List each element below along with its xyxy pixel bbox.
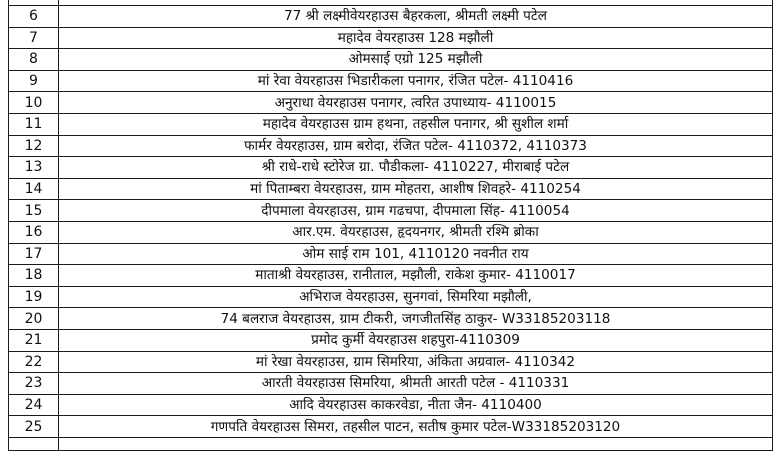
table-row	[9, 200, 773, 222]
table-row	[9, 221, 773, 243]
row-text: मां पिताम्बरा वेयरहाउस, ग्राम मोहतरा, आशीष शिवहरे- 4110254	[59, 178, 773, 200]
row-text: आरती वेयरहाउस सिमरिया, श्रीमती आरती पटेल - 4110331	[59, 373, 773, 395]
row-number: 13	[9, 157, 59, 179]
row-text: अभिराज वेयरहाउस, सुनगवां, सिमरिया मझौली,	[59, 286, 773, 308]
table-row	[9, 135, 773, 157]
table-row	[9, 394, 773, 416]
row-number: 15	[9, 200, 59, 222]
row-text: महादेव वेयरहाउस 128 मझौली	[59, 27, 773, 49]
row-number	[9, 437, 59, 450]
table-row	[9, 329, 773, 351]
row-text: फार्मर वेयरहाउस, ग्राम बरोदा, रंजित पटेल- 4110372, 4110373	[59, 135, 773, 157]
row-number: 24	[9, 394, 59, 416]
row-text: श्री राधे-राधे स्टोरेज ग्रा. पौडीकला- 4110227, मीराबाई पटेल	[59, 157, 773, 179]
table-row	[9, 113, 773, 135]
row-number: 23	[9, 373, 59, 395]
row-text: मां रेखा वेयरहाउस, ग्राम सिमरिया, अंकिता अग्रवाल- 4110342	[59, 351, 773, 373]
row-text: आदि वेयरहाउस काकरवेडा, नीता जैन- 4110400	[59, 394, 773, 416]
table-row	[9, 92, 773, 114]
row-number: 12	[9, 135, 59, 157]
table-row	[9, 49, 773, 71]
table-row	[9, 373, 773, 395]
table-row	[9, 286, 773, 308]
warehouse-table	[8, 0, 773, 451]
row-number: 20	[9, 308, 59, 330]
table-row	[9, 308, 773, 330]
row-number: 19	[9, 286, 59, 308]
row-number: 17	[9, 243, 59, 265]
table-row-partial-bottom	[9, 437, 773, 450]
row-number: 6	[9, 6, 59, 28]
row-text: गणपति वेयरहाउस सिमरा, तहसील पाटन, सतीष कुमार पटेल-W33185203120	[59, 416, 773, 438]
row-text: दीपमाला वेयरहाउस, ग्राम गढचपा, दीपमाला सिंह- 4110054	[59, 200, 773, 222]
table-row	[9, 416, 773, 438]
row-text: प्रमोद कुर्मी वेयरहाउस शहपुरा-4110309	[59, 329, 773, 351]
row-number: 18	[9, 265, 59, 287]
table-row	[9, 178, 773, 200]
row-text: ओमसाई एग्रो 125 मझौली	[59, 49, 773, 71]
row-text	[59, 437, 773, 450]
row-text: अनुराधा वेयरहाउस पनागर, त्वरित उपाध्याय- 4110015	[59, 92, 773, 114]
table-row	[9, 70, 773, 92]
table-row	[9, 6, 773, 28]
row-text: मां रेवा वेयरहाउस भिडारीकला पनागर, रंजित पटेल- 4110416	[59, 70, 773, 92]
row-text: 77 श्री लक्ष्मीवेयरहाउस बैहरकला, श्रीमती लक्ष्मी पटेल	[59, 6, 773, 28]
row-number: 10	[9, 92, 59, 114]
row-number: 14	[9, 178, 59, 200]
row-text: माताश्री वेयरहाउस, रानीताल, मझौली, राकेश कुमार- 4110017	[59, 265, 773, 287]
table-row	[9, 351, 773, 373]
row-number: 22	[9, 351, 59, 373]
table-row	[9, 27, 773, 49]
table-row	[9, 243, 773, 265]
row-number: 21	[9, 329, 59, 351]
row-text: महादेव वेयरहाउस ग्राम हथना, तहसील पनागर, श्री सुशील शर्मा	[59, 113, 773, 135]
row-text: आर.एम. वेयरहाउस, हृदयनगर, श्रीमती रश्मि ब्रोका	[59, 221, 773, 243]
table-row	[9, 265, 773, 287]
row-number: 25	[9, 416, 59, 438]
row-text: 74 बलराज वेयरहाउस, ग्राम टीकरी, जगजीतसिंह ठाकुर- W33185203118	[59, 308, 773, 330]
row-text: ओम साई राम 101, 4110120 नवनीत राय	[59, 243, 773, 265]
table-row	[9, 157, 773, 179]
row-number: 16	[9, 221, 59, 243]
row-number: 9	[9, 70, 59, 92]
row-number: 8	[9, 49, 59, 71]
row-number: 11	[9, 113, 59, 135]
warehouse-table-body	[9, 0, 773, 450]
row-number: 7	[9, 27, 59, 49]
